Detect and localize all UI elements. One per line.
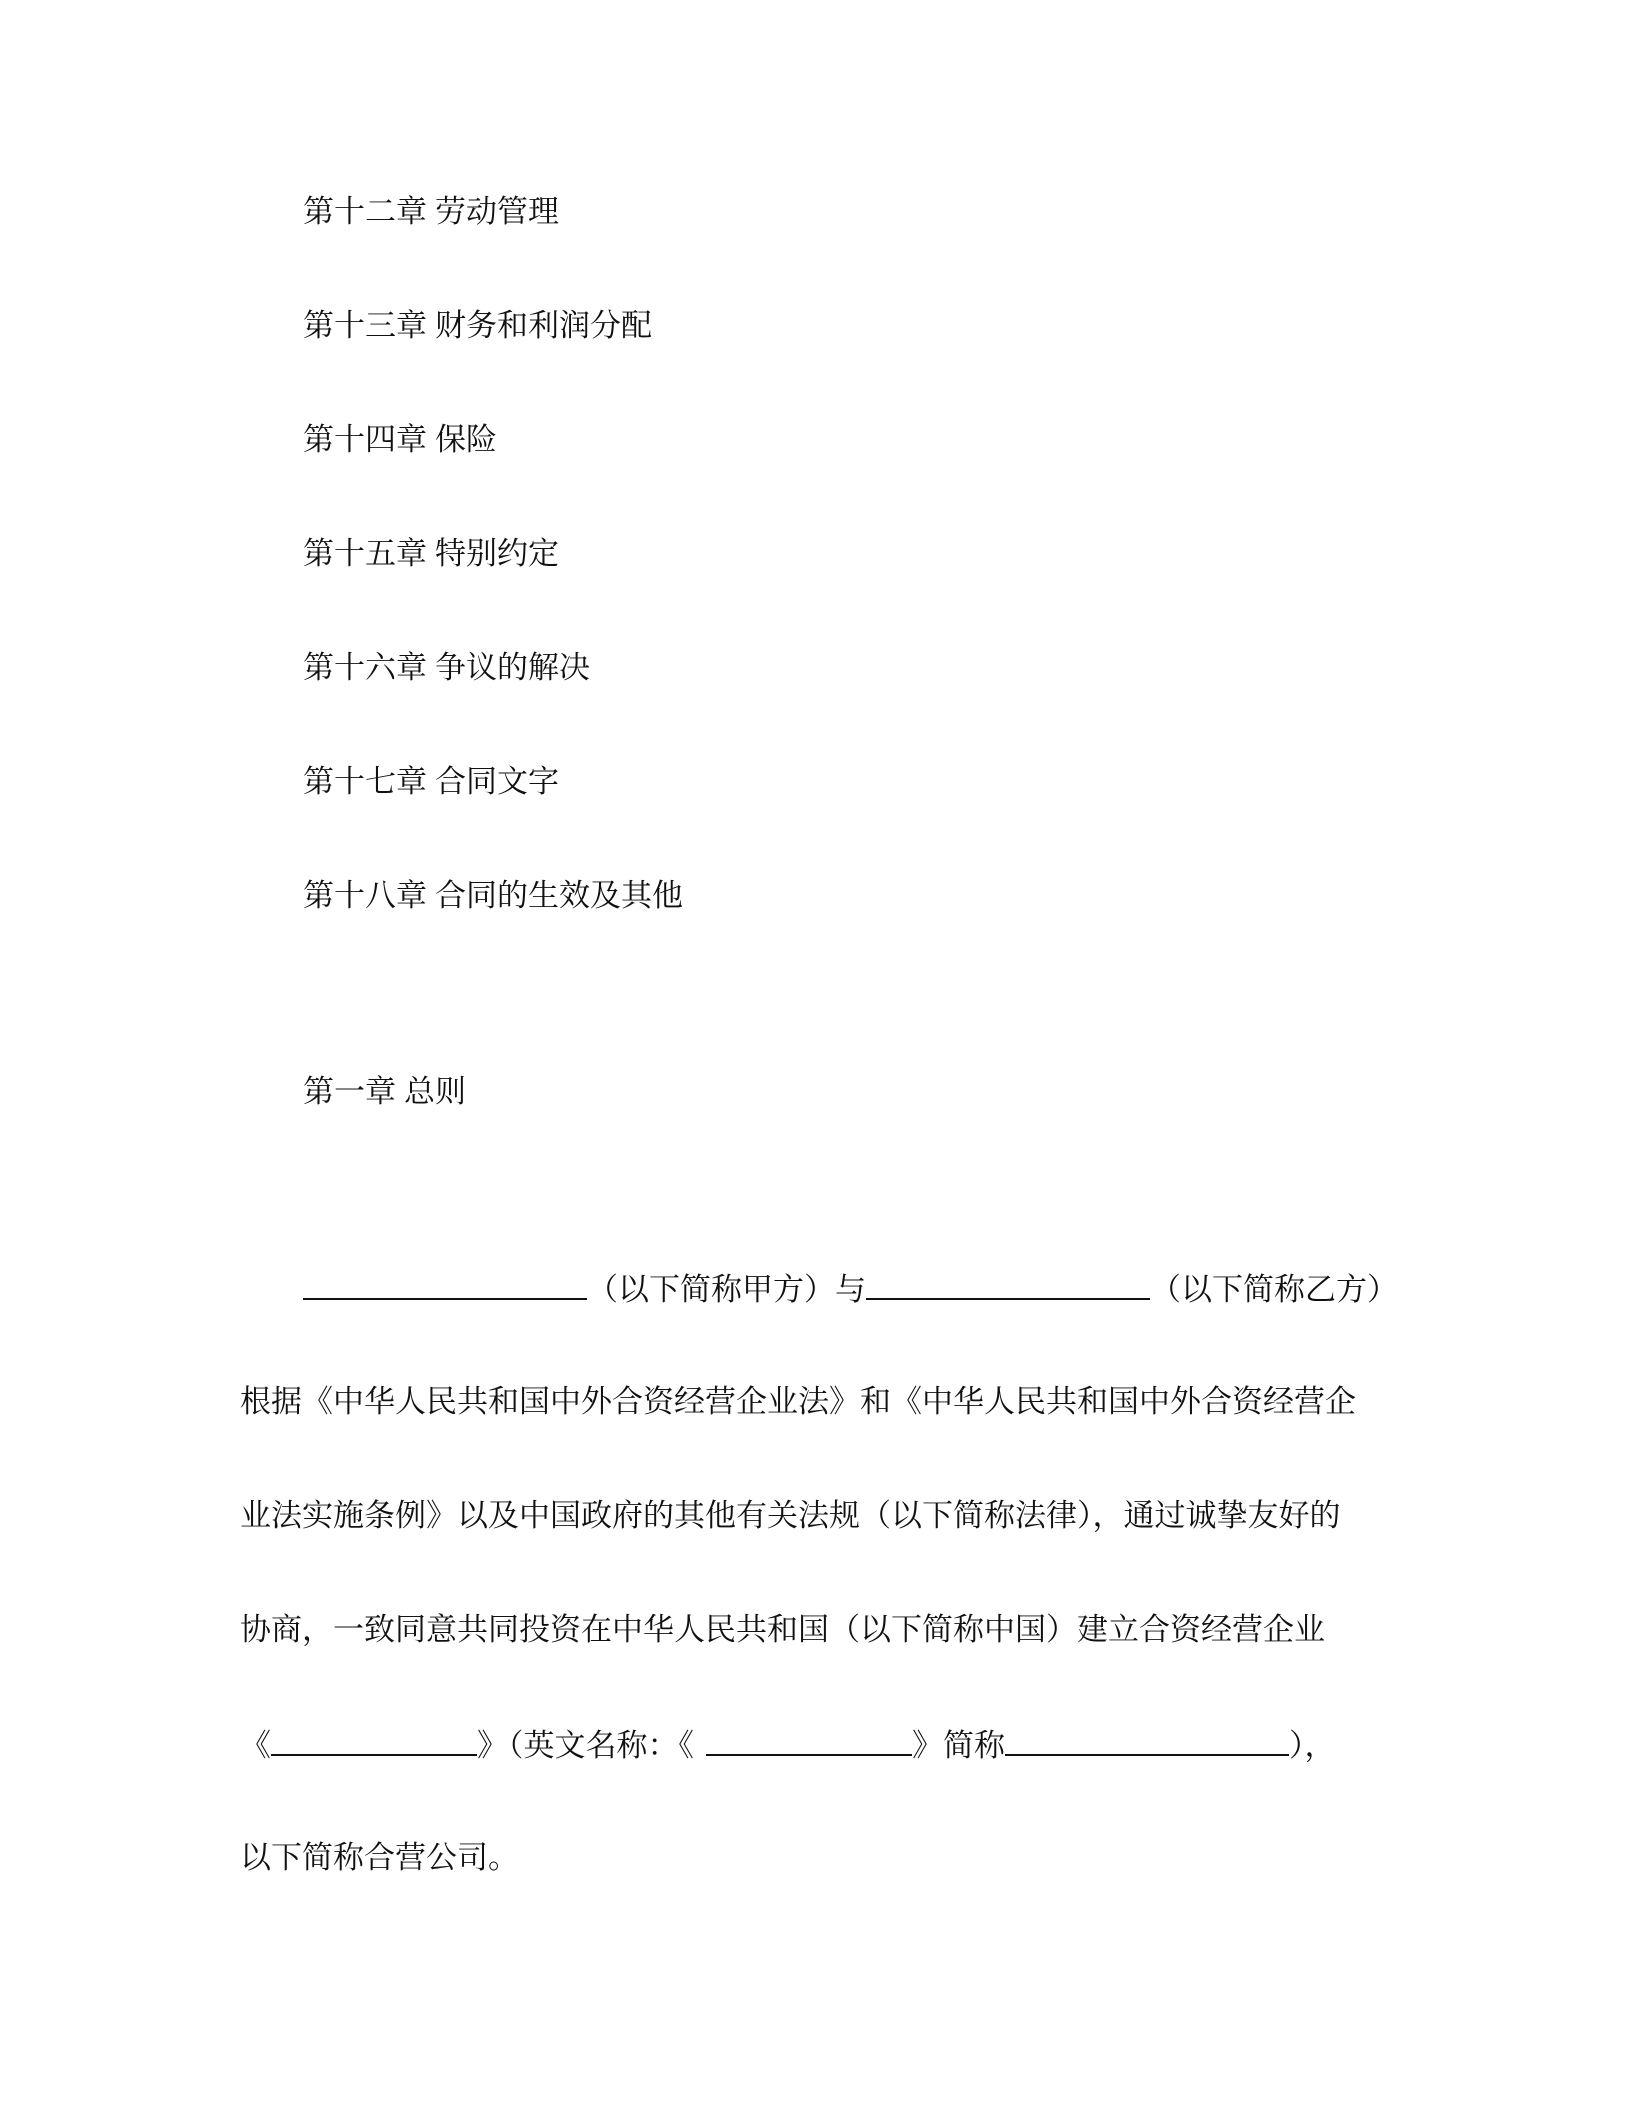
toc-chapter-number: 第十七章 [303, 764, 427, 800]
paragraph-text: （以下简称乙方） [1150, 1272, 1398, 1308]
toc-chapter-title: 财务和利润分配 [435, 308, 652, 344]
toc-item [303, 192, 559, 232]
toc-chapter-title: 劳动管理 [435, 194, 559, 230]
paragraph-line: 业法实施条例》以及中国政府的其他有关法规（以下简称法律），通过诚挚友好的 [240, 1498, 1341, 1534]
paragraph-text: 《 [240, 1728, 271, 1764]
toc-chapter-title: 特别约定 [435, 536, 559, 572]
toc-chapter-number: 第十二章 [303, 194, 427, 230]
toc-chapter-number: 第十四章 [303, 422, 427, 458]
toc-item [303, 306, 652, 346]
toc-chapter-title: 合同的生效及其他 [435, 878, 683, 914]
paragraph-line: 根据《中华人民共和国中外合资经营企业法》和《中华人民共和国中外合资经营企 [240, 1384, 1356, 1420]
toc-item [303, 534, 559, 574]
toc-item [303, 876, 683, 916]
paragraph-line: 协商，一致同意共同投资在中华人民共和国（以下简称中国）建立合资经营企业 [240, 1612, 1325, 1648]
paragraph-text: 》简称 [912, 1728, 1005, 1764]
short-name-blank [1005, 1724, 1289, 1756]
paragraph-text: ）， [1289, 1728, 1336, 1764]
toc-chapter-number: 第十八章 [303, 878, 427, 914]
company-name-blank [271, 1724, 477, 1756]
toc-item [303, 420, 497, 460]
toc-item [303, 648, 590, 688]
paragraph-line [240, 1724, 1336, 1766]
party-b-blank [866, 1268, 1150, 1300]
toc-chapter-number: 第十五章 [303, 536, 427, 572]
paragraph-text: 》（英文名称：《 [477, 1728, 694, 1764]
paragraph-text: （以下简称甲方）与 [587, 1272, 866, 1308]
chapter-title: 总则 [404, 1074, 466, 1110]
chapter-number: 第一章 [303, 1074, 396, 1110]
toc-chapter-title: 争议的解决 [435, 650, 590, 686]
paragraph-line: 以下简称合营公司。 [240, 1840, 519, 1876]
toc-item [303, 762, 559, 802]
party-a-blank [303, 1268, 587, 1300]
toc-chapter-title: 合同文字 [435, 764, 559, 800]
paragraph-line [303, 1268, 1398, 1310]
english-name-blank [706, 1724, 912, 1756]
toc-chapter-number: 第十六章 [303, 650, 427, 686]
toc-chapter-title: 保险 [435, 422, 497, 458]
chapter-heading [303, 1072, 466, 1112]
toc-chapter-number: 第十三章 [303, 308, 427, 344]
